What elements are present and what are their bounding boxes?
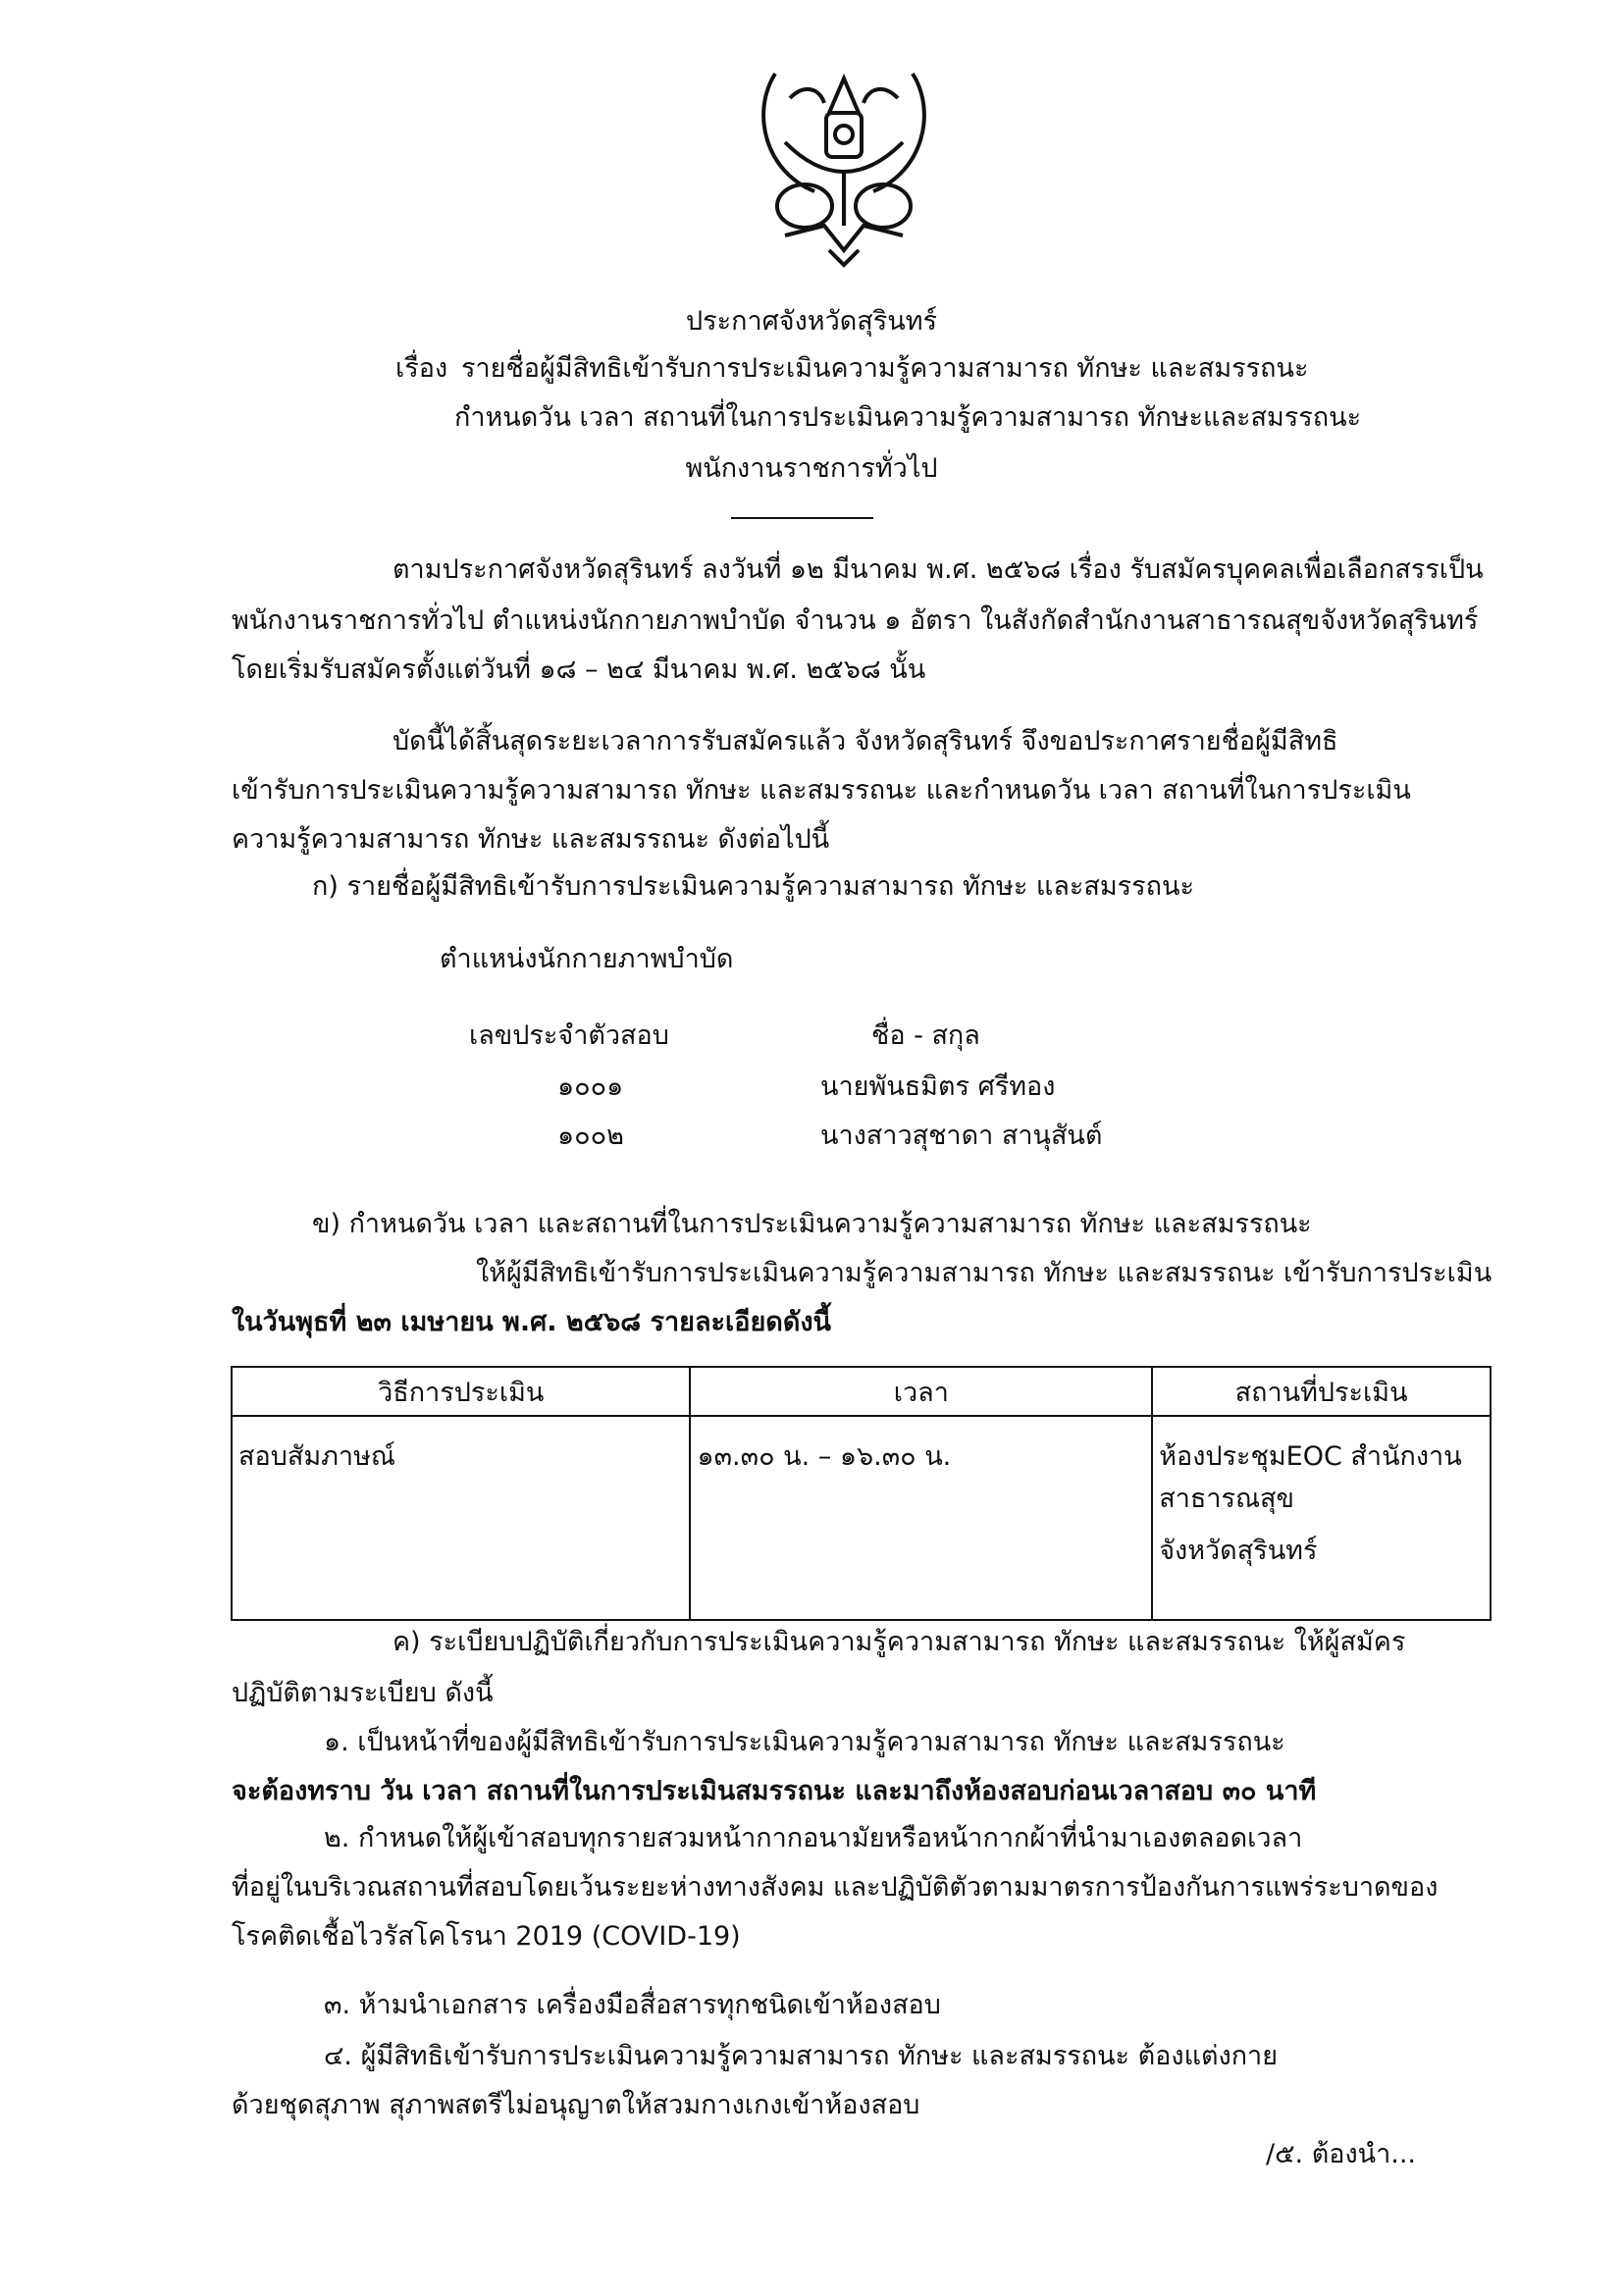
rule-4-line1: ๔. ผู้มีสิทธิเข้ารับการประเมินความรู้ความสามารถ ทักษะ และสมรรถนะ ต้องแต่งกาย (324, 2041, 1279, 2071)
cell-place (1152, 1416, 1491, 1620)
column-full-name: ชื่อ - สกุล (871, 1020, 980, 1051)
intro-p1-line2: พนักงานราชการทั่วไป ตำแหน่งนักกายภาพบำบัด จำนวน ๑ อัตรา ในสังกัดสำนักงานสาธารณสุขจังหวัดสุรินทร์ (232, 605, 1479, 636)
place-line-1: ห้องประชุมEOC สำนักงานสาธารณสุข (1159, 1441, 1462, 1514)
garuda-emblem-icon (746, 54, 942, 270)
rule-1-line1: ๑. เป็นหน้าที่ของผู้มีสิทธิเข้ารับการประเมินความรู้ความสามารถ ทักษะ และสมรรถนะ (324, 1727, 1285, 1757)
rule-2-line1: ๒. กำหนดให้ผู้เข้าสอบทุกรายสวมหน้ากากอนามัยหรือหน้ากากผ้าที่นำมาเองตลอดเวลา (324, 1823, 1303, 1853)
intro-p1-line1: ตามประกาศจังหวัดสุรินทร์ ลงวันที่ ๑๒ มีนาคม พ.ศ. ๒๕๖๘ เรื่อง รับสมัครบุคคลเพื่อเลือกสรรเป็น (393, 554, 1484, 585)
rule-2-line2: ที่อยู่ในบริเวณสถานที่สอบโดยเว้นระยะห่างทางสังคม และปฏิบัติตัวตามมาตรการป้องกันการแพร่ระบาดของ (232, 1872, 1439, 1903)
rule-3: ๓. ห้ามนำเอกสาร เครื่องมือสื่อสารทุกชนิดเข้าห้องสอบ (324, 1990, 941, 2020)
header-place: สถานที่ประเมิน (1152, 1367, 1491, 1416)
section-b-heading: ข) กำหนดวัน เวลา และสถานที่ในการประเมินความรู้ความสามารถ ทักษะ และสมรรถนะ (312, 1209, 1312, 1239)
section-c-heading-line1: ค) ระเบียบปฏิบัติเกี่ยวกับการประเมินความรู้ความสามารถ ทักษะ และสมรรถนะ ให้ผู้สมัคร (393, 1627, 1406, 1657)
table-row (232, 1416, 1491, 1620)
page-continuation: /๕. ต้องนำ... (1266, 2139, 1416, 2169)
intro-p2-line3: ความรู้ความสามารถ ทักษะ และสมรรถนะ ดังต่อไปนี้ (232, 824, 830, 855)
subject-line-1: รายชื่อผู้มีสิทธิเข้ารับการประเมินความรู้ความสามารถ ทักษะ และสมรรถนะ (461, 353, 1309, 384)
title-divider (731, 517, 873, 519)
section-c-heading-line2: ปฏิบัติตามระเบียบ ดังนี้ (232, 1678, 494, 1708)
column-exam-id: เลขประจำตัวสอบ (469, 1020, 669, 1051)
cell-time: ๑๓.๓๐ น. – ๑๖.๓๐ น. (690, 1416, 1152, 1620)
subject-label: เรื่อง (395, 353, 448, 384)
candidate-name: นางสาวสุชาดา สานุสันต์ (820, 1121, 1103, 1151)
intro-p2-line2: เข้ารับการประเมินความรู้ความสามารถ ทักษะ และสมรรถนะ และกำหนดวัน เวลา สถานที่ในการประเมิน (232, 775, 1411, 806)
place-line-2: จังหวัดสุรินทร์ (1159, 1536, 1318, 1566)
page-title: ประกาศจังหวัดสุรินทร์ (685, 306, 938, 337)
table-header-row (232, 1367, 1491, 1416)
intro-p2-line1: บัดนี้ได้สิ้นสุดระยะเวลาการรับสมัครแล้ว จังหวัดสุรินทร์ จึงขอประกาศรายชื่อผู้มีสิทธิ (393, 726, 1338, 757)
section-b-line2: ในวันพุธที่ ๒๓ เมษายน พ.ศ. ๒๕๖๘ รายละเอียดดังนี้ (232, 1307, 832, 1337)
rule-1-line2: จะต้องทราบ วัน เวลา สถานที่ในการประเมินสมรรถนะ และมาถึงห้องสอบก่อนเวลาสอบ ๓๐ นาที (232, 1776, 1317, 1806)
section-a-heading: ก) รายชื่อผู้มีสิทธิเข้ารับการประเมินความรู้ความสามารถ ทักษะ และสมรรถนะ (312, 871, 1194, 902)
candidate-id: ๑๐๐๒ (557, 1121, 624, 1151)
subject-line-2: กำหนดวัน เวลา สถานที่ในการประเมินความรู้ความสามารถ ทักษะและสมรรถนะ (454, 402, 1362, 433)
candidate-id: ๑๐๐๑ (557, 1071, 624, 1102)
position-label: ตำแหน่งนักกายภาพบำบัด (440, 944, 734, 974)
candidate-name: นายพันธมิตร ศรีทอง (820, 1071, 1056, 1102)
cell-method: สอบสัมภาษณ์ (232, 1416, 690, 1620)
schedule-table (231, 1366, 1492, 1621)
rule-4-line2: ด้วยชุดสุภาพ สุภาพสตรีไม่อนุญาตให้สวมกางเกงเข้าห้องสอบ (232, 2090, 920, 2120)
header-method: วิธีการประเมิน (232, 1367, 690, 1416)
header-time: เวลา (690, 1367, 1152, 1416)
rule-2-line3: โรคติดเชื้อไวรัสโคโรนา 2019 (COVID-19) (232, 1921, 741, 1952)
subject-line-3: พนักงานราชการทั่วไป (685, 453, 938, 484)
section-b-line1: ให้ผู้มีสิทธิเข้ารับการประเมินความรู้ความสามารถ ทักษะ และสมรรถนะ เข้ารับการประเมิน (476, 1258, 1492, 1288)
intro-p1-line3: โดยเริ่มรับสมัครตั้งแต่วันที่ ๑๘ – ๒๔ มีนาคม พ.ศ. ๒๕๖๘ นั้น (232, 654, 926, 685)
